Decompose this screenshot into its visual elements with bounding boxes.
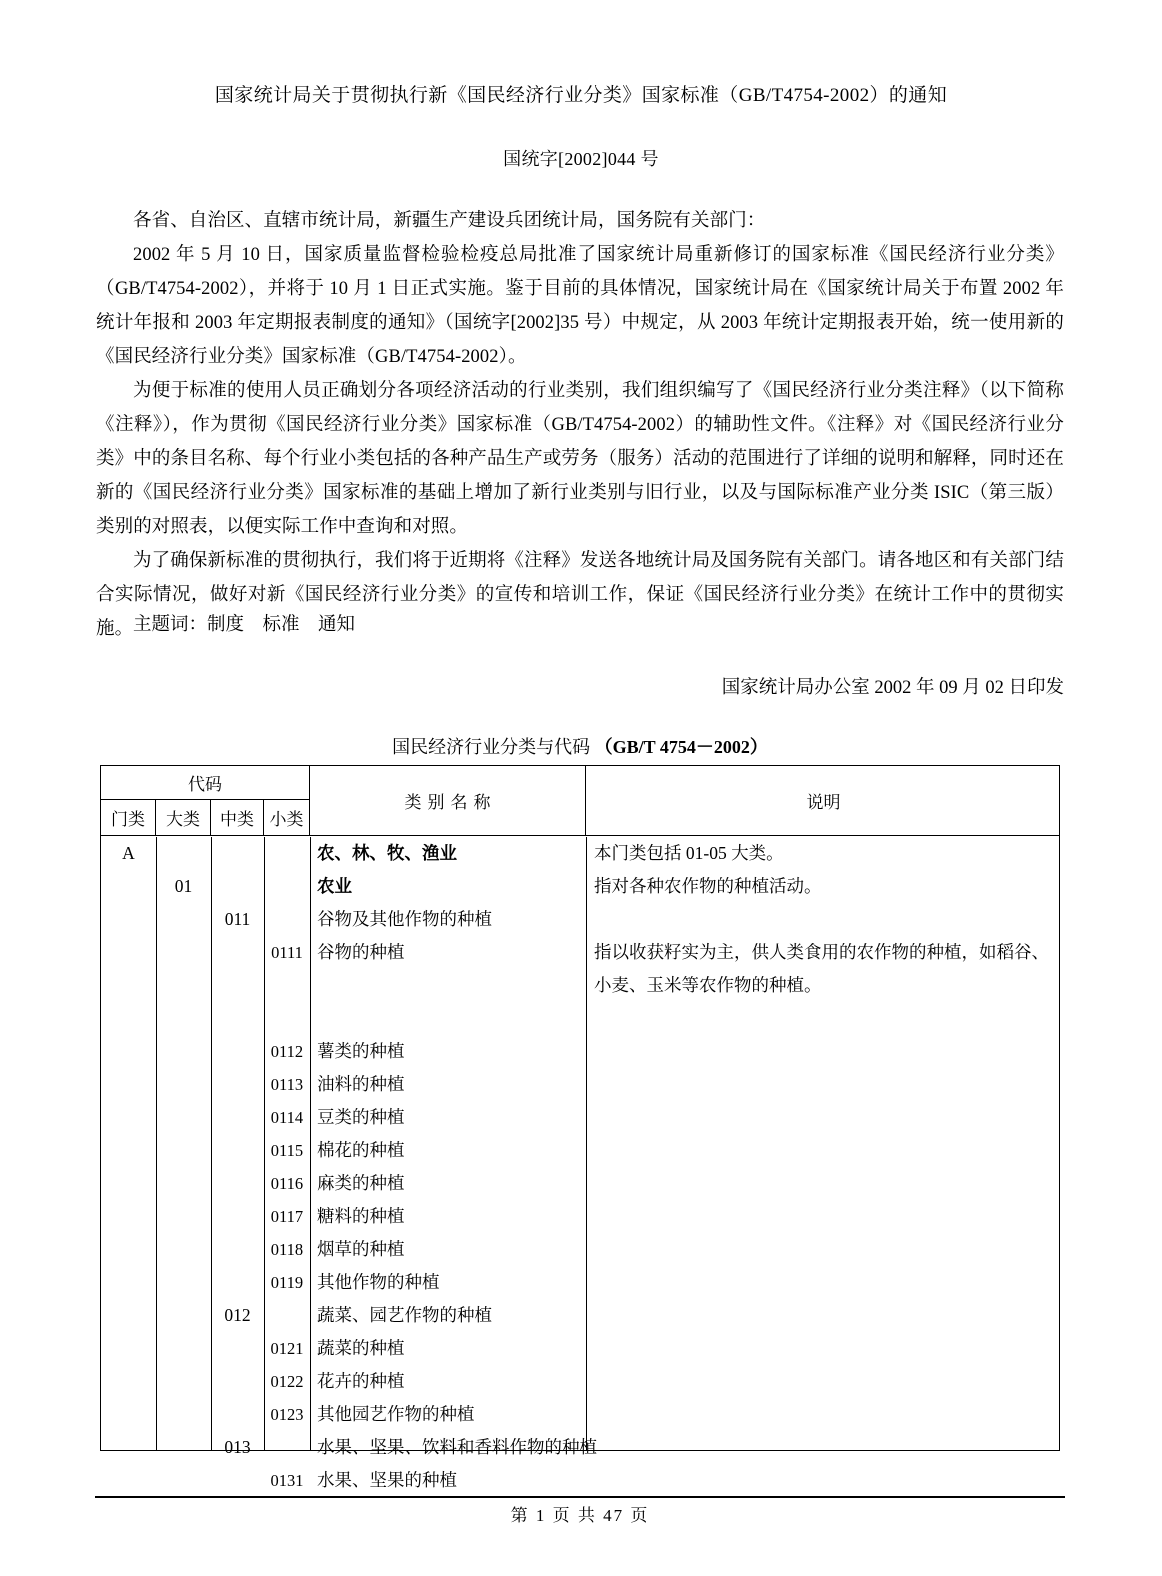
- cell-xiao-lei: 0121: [270, 1338, 304, 1358]
- cell-da-lei: [156, 969, 211, 1002]
- cell-da-lei: [156, 1035, 211, 1068]
- cell-category-name: 糖料的种植: [317, 1205, 405, 1226]
- table-body: [101, 837, 1059, 1490]
- cell-category-name: 谷物及其他作物的种植: [317, 908, 492, 929]
- paragraph-1: 2002 年 5 月 10 日，国家质量监督检验检疫总局批准了国家统计局重新修订的国家标准《国民经济行业分类》（GB/T4754-2002），并将于 10 月 1 日正式实施。鉴于目前的具体情况，国家统计局在《国家统计局关于布置 2002 年统计年报和 2003 年定期报表制度的通知》（国统字[2002]35 号）中规定，从 2003 年统计定期报表开始，统一使用新的《国民经济行业分类》国家标准（GB/T4754-2002）。: [96, 245, 1064, 367]
- cell-description: [586, 1068, 1061, 1101]
- cell-description: [586, 1200, 1061, 1233]
- cell-men-lei: [101, 1035, 156, 1068]
- cell-xiao-lei: 0115: [270, 1140, 304, 1160]
- cell-xiao-lei: 0119: [270, 1272, 304, 1292]
- cell-xiao-lei: 0112: [270, 1041, 304, 1061]
- cell-men-lei: [101, 1167, 156, 1200]
- cell-category-name: 水果、坚果、饮料和香料作物的种植: [317, 1436, 597, 1457]
- cell-zhong-lei: [211, 1101, 264, 1134]
- cell-xiao-lei: 0111: [271, 942, 303, 962]
- table-header: [101, 766, 1059, 835]
- cell-category-name: 水果、坚果的种植: [317, 1469, 457, 1490]
- cell-category-name: 烟草的种植: [317, 1238, 405, 1259]
- table-row: [101, 1002, 1059, 1035]
- cell-zhong-lei: [211, 936, 264, 969]
- cell-description: [586, 1299, 1061, 1332]
- table-row: [101, 1332, 1059, 1365]
- cell-men-lei: [101, 1068, 156, 1101]
- table-row: [101, 936, 1059, 969]
- cell-da-lei: [156, 1431, 211, 1464]
- cell-description: [586, 1365, 1061, 1398]
- classification-table: [100, 765, 1060, 1490]
- cell-category-name: 花卉的种植: [317, 1370, 405, 1391]
- cell-men-lei: [101, 1002, 156, 1035]
- cell-men-lei: [101, 1134, 156, 1167]
- cell-xiao-lei: 0118: [270, 1239, 304, 1259]
- cell-description: 指以收获籽实为主，供人类食用的农作物的种植，如稻谷、: [594, 941, 1049, 962]
- cell-da-lei: [156, 1266, 211, 1299]
- cell-zhong-lei: [211, 870, 264, 903]
- document-number: 国统字[2002]044 号: [503, 149, 659, 169]
- cell-da-lei: [156, 1167, 211, 1200]
- cell-xiao-lei: 0117: [270, 1206, 304, 1226]
- cell-men-lei: [101, 1200, 156, 1233]
- subject-keywords: 主题词：制度 标准 通知: [133, 615, 356, 635]
- cell-zhong-lei: [211, 1266, 264, 1299]
- document-body: [96, 204, 1064, 646]
- cell-description: 小麦、玉米等农作物的种植。: [594, 974, 822, 995]
- cell-zhong-lei: [211, 1365, 264, 1398]
- page-title: 国家统计局关于贯彻执行新《国民经济行业分类》国家标准（GB/T4754-2002）的通知: [214, 85, 948, 106]
- table-row: [101, 903, 1059, 936]
- cell-category-name: 棉花的种植: [317, 1139, 405, 1160]
- cell-xiao-lei: 0122: [270, 1371, 304, 1391]
- cell-category-name: 其他作物的种植: [317, 1271, 440, 1292]
- cell-men-lei: [101, 1233, 156, 1266]
- cell-description: [586, 1134, 1061, 1167]
- cell-category-name: 农业: [317, 875, 352, 896]
- cell-category-name: 其他园艺作物的种植: [317, 1403, 475, 1424]
- table-row: [101, 1233, 1059, 1266]
- page-number: 第 1 页 共 47 页: [510, 1506, 650, 1525]
- table-row: [101, 1266, 1059, 1299]
- table-row: [101, 1398, 1059, 1431]
- table-rows: [101, 837, 1059, 1497]
- table-row: [101, 1101, 1059, 1134]
- cell-da-lei: [156, 903, 211, 936]
- cell-men-lei: [101, 1101, 156, 1134]
- cell-zhong-lei: [211, 1464, 264, 1497]
- table-row: [101, 1134, 1059, 1167]
- cell-xiao-lei: [264, 903, 310, 936]
- cell-men-lei: [101, 969, 156, 1002]
- cell-men-lei: [101, 903, 156, 936]
- cell-da-lei: [156, 1134, 211, 1167]
- cell-men-lei: [101, 1431, 156, 1464]
- cell-men-lei: [101, 1266, 156, 1299]
- cell-xiao-lei: 0113: [270, 1074, 304, 1094]
- footer-divider: [95, 1496, 1065, 1498]
- cell-zhong-lei: 013: [224, 1436, 251, 1457]
- table-row: [101, 1068, 1059, 1101]
- cell-da-lei: [156, 1068, 211, 1101]
- paragraph-2: 为便于标准的使用人员正确划分各项经济活动的行业类别，我们组织编写了《国民经济行业分类注释》（以下简称《注释》），作为贯彻《国民经济行业分类》国家标准（GB/T4754-2002）的辅助性文件。《注释》对《国民经济行业分类》中的条目名称、每个行业小类包括的各种产品生产或劳务（服务）活动的范围进行了详细的说明和解释，同时还在新的《国民经济行业分类》国家标准的基础上增加了新行业类别与旧行业，以及与国际标准产业分类 ISIC（第三版）类别的对照表，以便实际工作中查询和对照。: [96, 381, 1064, 537]
- cell-men-lei: [101, 1464, 156, 1497]
- cell-description: [586, 1035, 1061, 1068]
- cell-xiao-lei: [264, 1002, 310, 1035]
- cell-da-lei: [156, 1464, 211, 1497]
- cell-xiao-lei: 0131: [270, 1470, 304, 1490]
- table-row: [101, 1299, 1059, 1332]
- cell-xiao-lei: 0114: [270, 1107, 304, 1127]
- cell-category-name: 麻类的种植: [317, 1172, 405, 1193]
- cell-xiao-lei: 0116: [270, 1173, 304, 1193]
- table-header-code-group: 代码: [101, 766, 310, 800]
- cell-xiao-lei: [264, 870, 310, 903]
- cell-category-name: 蔬菜的种植: [317, 1337, 405, 1358]
- paragraph-salutation: 各省、自治区、直辖市统计局，新疆生产建设兵团统计局，国务院有关部门：: [133, 211, 766, 231]
- table-row: [101, 1167, 1059, 1200]
- cell-description: [586, 1431, 1061, 1464]
- table-row: [101, 837, 1059, 870]
- table-header-da-lei: 大类: [156, 800, 211, 835]
- cell-zhong-lei: [211, 1035, 264, 1068]
- cell-men-lei: [101, 1365, 156, 1398]
- issuer-line: 国家统计局办公室 2002 年 09 月 02 日印发: [721, 678, 1064, 698]
- cell-zhong-lei: [211, 1002, 264, 1035]
- cell-zhong-lei: [211, 1167, 264, 1200]
- cell-category-name: 蔬菜、园艺作物的种植: [317, 1304, 492, 1325]
- cell-description: [586, 1332, 1061, 1365]
- cell-da-lei: [156, 1398, 211, 1431]
- cell-description: [586, 1266, 1061, 1299]
- table-row: [101, 1431, 1059, 1464]
- cell-da-lei: [156, 1365, 211, 1398]
- table-row: [101, 1464, 1059, 1497]
- cell-da-lei: [156, 1200, 211, 1233]
- cell-da-lei: [156, 1002, 211, 1035]
- cell-da-lei: 01: [174, 875, 193, 896]
- cell-description: [586, 1101, 1061, 1134]
- cell-zhong-lei: 012: [224, 1304, 251, 1325]
- table-caption-main: 国民经济行业分类与代码: [392, 737, 595, 757]
- cell-zhong-lei: [211, 1233, 264, 1266]
- cell-description: 本门类包括 01-05 大类。: [594, 842, 784, 863]
- table-header-description: 说明: [806, 793, 841, 812]
- cell-zhong-lei: [211, 1068, 264, 1101]
- cell-description: [586, 1002, 1061, 1035]
- cell-zhong-lei: [211, 1200, 264, 1233]
- table-row: [101, 969, 1059, 1002]
- cell-da-lei: [156, 936, 211, 969]
- table-row: [101, 870, 1059, 903]
- cell-category-name: 谷物的种植: [317, 941, 405, 962]
- table-header-xiao-lei: 小类: [264, 800, 310, 835]
- cell-da-lei: [156, 1233, 211, 1266]
- cell-category-name: 油料的种植: [317, 1073, 405, 1094]
- cell-zhong-lei: [211, 969, 264, 1002]
- table-row: [101, 1200, 1059, 1233]
- cell-men-lei: A: [122, 842, 135, 863]
- cell-men-lei: [101, 1299, 156, 1332]
- cell-description: [586, 903, 1061, 936]
- cell-men-lei: [101, 1398, 156, 1431]
- table-caption-standard-code: （GB/T 4754－2002）: [594, 737, 768, 757]
- paragraph-3: 为了确保新标准的贯彻执行，我们将于近期将《注释》发送各地统计局及国务院有关部门。请各地区和有关部门结合实际情况，做好对新《国民经济行业分类》的宣传和培训工作，保证《国民经济行业分类》在统计工作中的贯彻实施。: [96, 551, 1064, 639]
- cell-category-name: 豆类的种植: [317, 1106, 405, 1127]
- cell-description: [586, 1464, 1061, 1497]
- cell-xiao-lei: [264, 1299, 310, 1332]
- table-row: [101, 1035, 1059, 1068]
- cell-da-lei: [156, 1332, 211, 1365]
- table-header-men-lei: 门类: [101, 800, 156, 835]
- cell-category-name: 薯类的种植: [317, 1040, 405, 1061]
- table-caption: [96, 734, 1064, 760]
- table-header-category-name: 类别名称: [310, 766, 586, 835]
- cell-da-lei: [156, 837, 211, 870]
- table-header-zhong-lei: 中类: [211, 800, 264, 835]
- cell-category-name: 农、林、牧、渔业: [317, 842, 457, 863]
- table-row: [101, 1365, 1059, 1398]
- cell-xiao-lei: [264, 1431, 310, 1464]
- cell-zhong-lei: [211, 1332, 264, 1365]
- cell-zhong-lei: [211, 837, 264, 870]
- cell-men-lei: [101, 1332, 156, 1365]
- cell-description: [586, 1233, 1061, 1266]
- cell-xiao-lei: [264, 837, 310, 870]
- cell-men-lei: [101, 936, 156, 969]
- cell-zhong-lei: [211, 1398, 264, 1431]
- cell-description: [586, 1167, 1061, 1200]
- cell-men-lei: [101, 870, 156, 903]
- cell-zhong-lei: [211, 1134, 264, 1167]
- cell-zhong-lei: 011: [224, 908, 251, 929]
- cell-da-lei: [156, 1299, 211, 1332]
- cell-da-lei: [156, 1101, 211, 1134]
- cell-description: [586, 1398, 1061, 1431]
- cell-description: 指对各种农作物的种植活动。: [594, 875, 822, 896]
- cell-xiao-lei: [264, 969, 310, 1002]
- cell-xiao-lei: 0123: [270, 1404, 304, 1424]
